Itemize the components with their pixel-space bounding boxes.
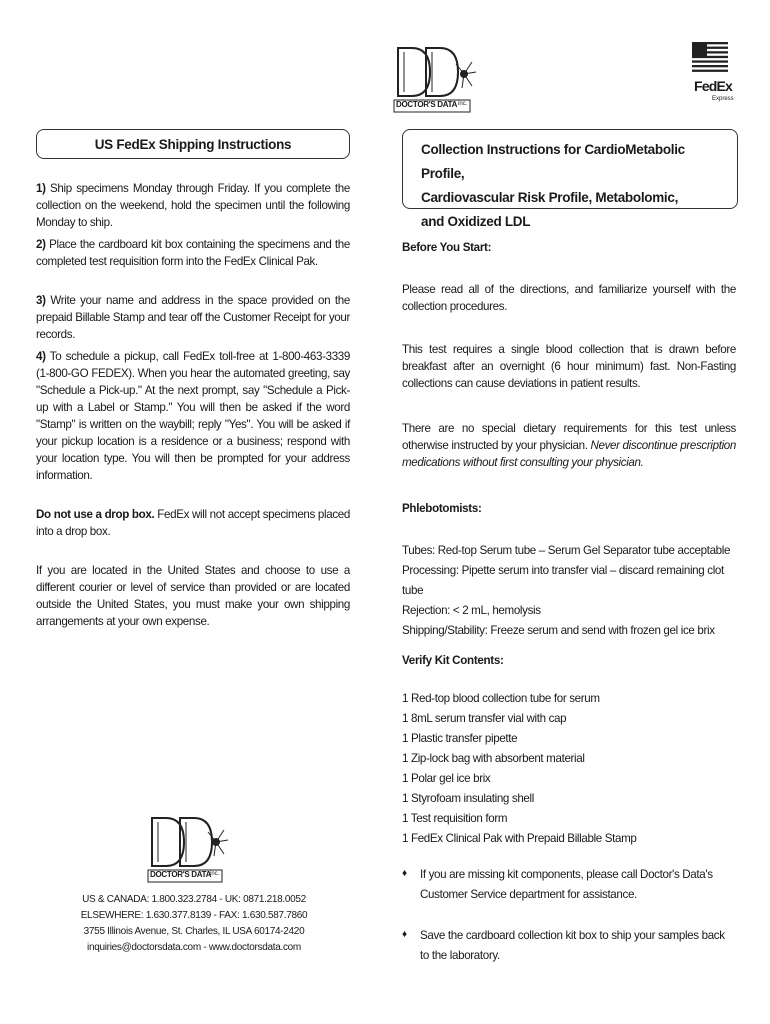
collection-title-line: Cardiovascular Risk Profile, Metabolomic, bbox=[421, 190, 679, 205]
verify-kit-heading: Verify Kit Contents: bbox=[402, 654, 504, 667]
contact-phone-fax: ELSEWHERE: 1.630.377.8139 - FAX: 1.630.587.7860 bbox=[80, 910, 308, 921]
processing-line: Processing: Pipette serum into transfer vial – discard remaining clot tube bbox=[402, 564, 724, 597]
fedex-wordmark: FedEx bbox=[694, 78, 733, 94]
before-paragraph-2: This test requires a single blood collection that is drawn before breakfast after an overnight (6 hour minimum) fast. Non-Fasting collections can cause deviations in patient results. bbox=[402, 343, 736, 390]
logo-text: DOCTOR'S DATA bbox=[150, 870, 212, 879]
doctors-data-logo bbox=[392, 42, 482, 114]
fedex-logo bbox=[692, 42, 736, 104]
contact-phone-us-uk: US & CANADA: 1.800.323.2784 - UK: 0871.218.0052 bbox=[82, 894, 306, 905]
collection-title-box bbox=[402, 129, 738, 229]
shipping-title: US FedEx Shipping Instructions bbox=[94, 136, 292, 152]
before-paragraph-3 bbox=[402, 420, 736, 471]
phlebotomists-heading: Phlebotomists: bbox=[402, 502, 482, 515]
shipping-stability-line: Shipping/Stability: Freeze serum and send with frozen gel ice brix bbox=[402, 624, 715, 637]
kit-item: 1 Test requisition form bbox=[402, 812, 508, 825]
step-text: Place the cardboard kit box containing the specimens and the completed test requisition form into the FedEx Clinical Pak. bbox=[36, 238, 351, 268]
rejection-line: Rejection: < 2 mL, hemolysis bbox=[402, 604, 541, 617]
collection-title-line: Collection Instructions for CardioMetabolic Profile, bbox=[421, 142, 685, 181]
before-you-start-heading: Before You Start: bbox=[402, 241, 492, 254]
kit-item: 1 Zip-lock bag with absorbent material bbox=[402, 752, 585, 765]
kit-item: 1 Plastic transfer pipette bbox=[402, 732, 518, 745]
kit-item: 1 Red-top blood collection tube for serum bbox=[402, 692, 600, 705]
kit-contents-list bbox=[402, 689, 736, 849]
shipping-step-1 bbox=[36, 180, 350, 231]
step-text: Write your name and address in the space provided on the prepaid Billable Stamp and tear off the Customer Receipt for your records. bbox=[36, 294, 350, 341]
diamond-bullet-icon: ♦ bbox=[402, 929, 408, 940]
international-shipping-note: If you are located in the United States and choose to use a different courier or level of service than provided or are located outside the United States, you must make your own shipping arrangements at your own expense. bbox=[36, 564, 350, 628]
logo-inc: inc. bbox=[210, 871, 220, 877]
collection-title-line: and Oxidized LDL bbox=[421, 214, 531, 229]
kit-item: 1 Polar gel ice brix bbox=[402, 772, 491, 785]
shipping-title-box bbox=[36, 129, 350, 159]
contact-address: 3755 Illinois Avenue, St. Charles, IL USA 60174-2420 bbox=[83, 926, 305, 937]
shipping-step-4 bbox=[36, 348, 350, 484]
shipping-step-3 bbox=[36, 292, 350, 343]
dietary-text: There are no special dietary requirements for this test unless otherwise instructed by your physician. bbox=[402, 422, 736, 452]
step-number: 3) bbox=[36, 294, 46, 307]
us-flag-icon bbox=[692, 42, 728, 72]
tubes-line: Tubes: Red-top Serum tube – Serum Gel Separator tube acceptable bbox=[402, 544, 731, 557]
collection-title bbox=[421, 138, 725, 234]
missing-components-text: If you are missing kit components, please call Doctor's Data's Customer Service department for assistance. bbox=[420, 868, 713, 901]
logo-text: DOCTOR'S DATA bbox=[396, 100, 458, 109]
save-box-note bbox=[402, 926, 736, 966]
kit-item: 1 FedEx Clinical Pak with Prepaid Billable Stamp bbox=[402, 832, 637, 845]
step-text: To schedule a pickup, call FedEx toll-free at 1-800-463-3339 (1-800-GO FEDEX). When you hear the automated greeting, say "Schedule a Pick-up." At the next prompt, say "Schedule a Pick-up with a Label or Stamp." You will then be asked if the word "Stamp" is written on the waybill; reply "Yes". You will be asked if your pickup location is a residence or a business; respond with your location type. You will then be prompted for your address information. bbox=[36, 350, 350, 482]
drop-box-warning bbox=[36, 506, 350, 540]
drop-box-text: FedEx will not accept specimens placed into a drop box. bbox=[36, 508, 350, 538]
shipping-step-2 bbox=[36, 236, 350, 270]
logo-inc: inc. bbox=[458, 101, 468, 107]
fedex-subtext: Express bbox=[712, 96, 734, 102]
kit-item: 1 Styrofoam insulating shell bbox=[402, 792, 534, 805]
step-number: 4) bbox=[36, 350, 46, 363]
missing-components-note bbox=[402, 865, 736, 905]
before-paragraph-1: Please read all of the directions, and familiarize yourself with the collection procedures. bbox=[402, 283, 736, 313]
phlebotomist-details bbox=[402, 541, 736, 641]
drop-box-bold: Do not use a drop box. bbox=[36, 508, 155, 521]
step-text: Ship specimens Monday through Friday. If you complete the collection on the weekend, hold the specimen until the following Monday to ship. bbox=[36, 182, 350, 229]
medication-warning: Never discontinue prescription medications without first consulting your physician. bbox=[402, 439, 736, 469]
kit-item: 1 8mL serum transfer vial with cap bbox=[402, 712, 567, 725]
save-box-text: Save the cardboard collection kit box to ship your samples back to the laboratory. bbox=[420, 929, 725, 962]
contact-info bbox=[66, 892, 322, 956]
step-number: 1) bbox=[36, 182, 46, 195]
doctors-data-logo-footer bbox=[146, 812, 232, 884]
diamond-bullet-icon: ♦ bbox=[402, 868, 408, 879]
step-number: 2) bbox=[36, 238, 46, 251]
contact-email-web: inquiries@doctorsdata.com - www.doctorsdata.com bbox=[87, 942, 301, 953]
